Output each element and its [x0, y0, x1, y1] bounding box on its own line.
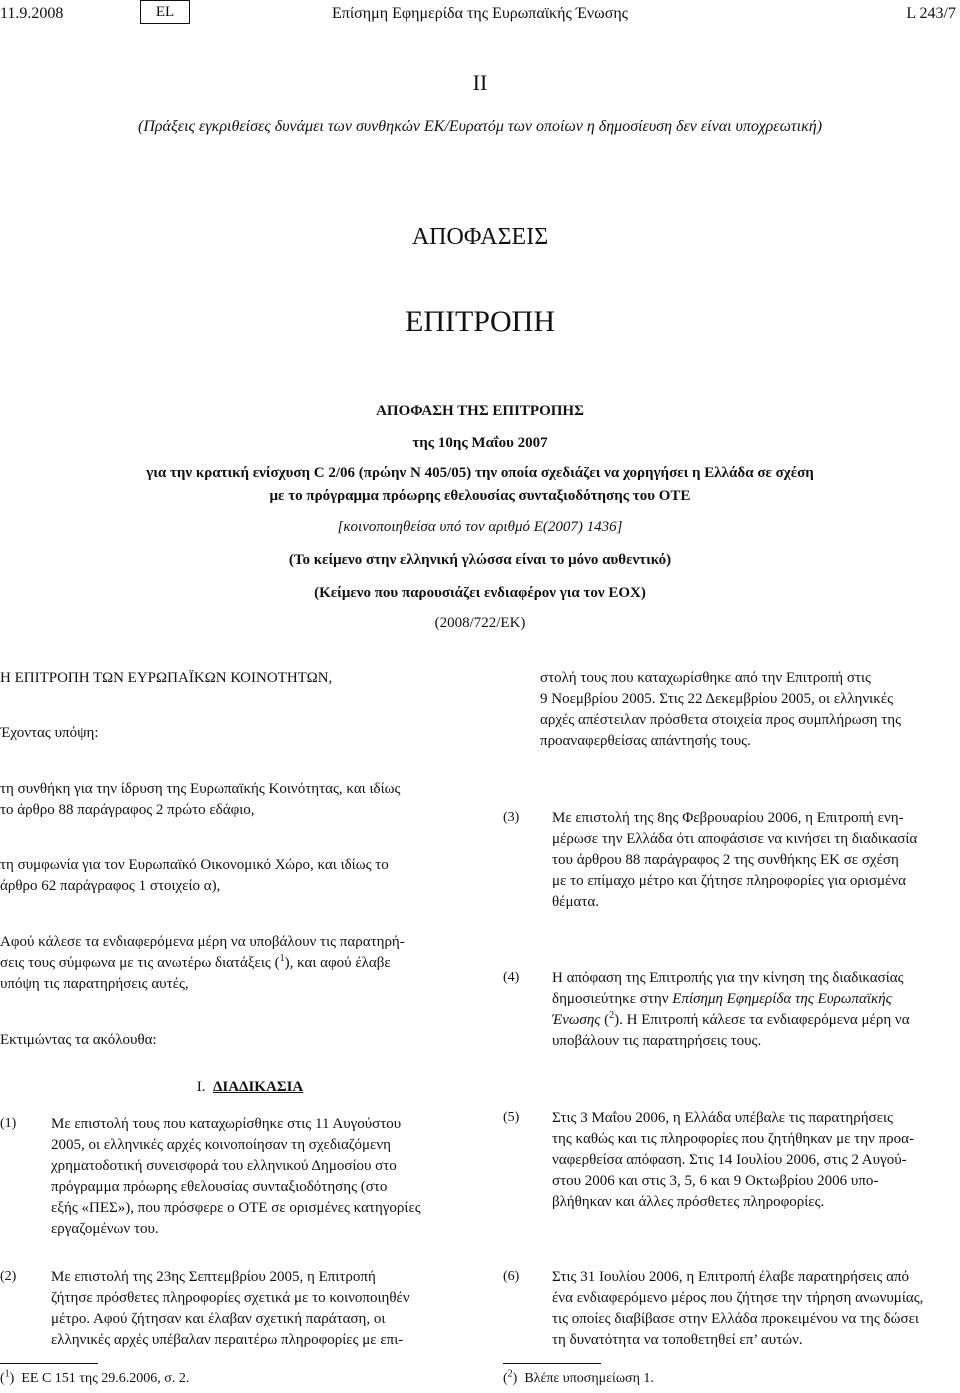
- decision-reference: (2008/722/ΕΚ): [434, 615, 526, 631]
- footnote-ref-1: 1: [279, 953, 285, 964]
- recital-number-6: (6): [503, 1269, 520, 1284]
- citation-treaty-line-2: το άρθρο 88 παράγραφος 2 πρώτο εδάφιο,: [0, 802, 255, 818]
- citation-eea-line-1: τη συμφωνία για τον Ευρωπαϊκό Οικονομικό Χώρο, και ιδίως το: [0, 857, 389, 873]
- whereas-heading: Εκτιμώντας τα ακόλουθα:: [0, 1032, 157, 1048]
- recital-3-line-2: μέρωσε την Ελλάδα ότι αποφάσισε να κινήσει τη διαδικασία: [552, 831, 918, 847]
- institution-title: ΕΠΙΤΡΟΠΗ: [405, 305, 555, 338]
- recital-5-line-5: βλήθηκαν και άλλες πρόσθετες πληροφορίες.: [552, 1194, 825, 1210]
- recital-5-line-4: στου 2006 και στις 3, 5, 6 και 9 Οκτωβρίου 2006 υπο-: [552, 1173, 879, 1189]
- recital-5-line-1: Στις 3 Μαΐου 2006, η Ελλάδα υπέβαλε τις παρατηρήσεις: [552, 1110, 893, 1126]
- recital-2-line-4: ελληνικές αρχές υπέβαλαν περαιτέρω πληροφορίες με επι-: [51, 1332, 404, 1348]
- calling-line-3: υπόψη τις παρατηρήσεις αυτές,: [0, 976, 189, 992]
- part-subtitle: (Πράξεις εγκριθείσες δυνάμει των συνθηκών ΕΚ/Ευρατόμ των οποίων η δημοσίευση δεν είναι υποχρεωτική): [137, 118, 823, 135]
- recital-1-line-5: εξής «ΠΕΣ»), που πρόσφερε ο ΟΤΕ σε ορισμένες κατηγορίες: [51, 1200, 421, 1216]
- decision-subject-line-2: με το πρόγραμμα πρόωρης εθελουσίας συνταξιοδότησης του ΟΤΕ: [269, 488, 691, 504]
- section-title: ΑΠΟΦΑΣΕΙΣ: [411, 224, 549, 250]
- authentic-language-note: (Το κείμενο στην ελληνική γλώσσα είναι το μόνο αυθεντικό): [288, 552, 672, 568]
- recital-1-line-6: εργαζομένων του.: [51, 1221, 159, 1237]
- recital-4-line-3: Ένωσης ($^2$). Η Επιτροπή κάλεσε τα ενδιαφερόμενα μέρη να: [552, 1010, 910, 1028]
- recital-5-line-2: της καθώς και τις πληροφορίες που ζητήθηκαν με την προα-: [552, 1131, 914, 1147]
- commission-heading: Η ΕΠΙΤΡΟΠΗ ΤΩΝ ΕΥΡΩΠΑΪΚΩΝ ΚΟΙΝΟΤΗΤΩΝ,: [0, 670, 333, 686]
- having-regard: Έχοντας υπόψη:: [0, 725, 99, 741]
- issue-date: 11.9.2008: [0, 5, 64, 22]
- recital-number-1: (1): [0, 1116, 17, 1131]
- recital-4-line-2: δημοσιεύτηκε στην Επίσημη Εφημερίδα της Ευρωπαϊκής: [552, 991, 892, 1007]
- recital-6-line-1: Στις 31 Ιουλίου 2006, η Επιτροπή έλαβε παρατηρήσεις από: [552, 1269, 910, 1285]
- calling-line-1: Αφού κάλεσε τα ενδιαφερόμενα μέρη να υποβάλουν τις παρατηρή-: [0, 934, 405, 950]
- notification-number: [κοινοποιηθείσα υπό τον αριθμό Ε(2007) 1436]: [337, 519, 623, 535]
- recital-number-3: (3): [503, 810, 520, 825]
- recital-1-line-3: χρηματοδοτική συνεισφορά του ελληνικού Δημοσίου στο: [51, 1158, 397, 1174]
- procedure-heading: I. ΔΙΑΔΙΚΑΣΙΑ: [196, 1079, 304, 1095]
- recital-3-line-5: θέματα.: [552, 894, 600, 910]
- footnote-2: ($^2$) Βλέπε υποσημείωση 1.: [503, 1368, 654, 1386]
- recital-number-4: (4): [503, 970, 520, 985]
- continuation-line-2: 9 Νοεμβρίου 2005. Στις 22 Δεκεμβρίου 2005, οι ελληνικές: [540, 691, 894, 707]
- recital-3-line-4: με το επίμαχο μέτρο και ζήτησε πληροφορίες για ορισμένα: [552, 873, 906, 889]
- page-reference: L 243/7: [906, 5, 956, 22]
- recital-3-line-1: Με επιστολή της 8ης Φεβρουαρίου 2006, η Επιτροπή ενη-: [552, 810, 904, 826]
- recital-4-line-1: Η απόφαση της Επιτροπής για την κίνηση της διαδικασίας: [552, 970, 904, 986]
- recital-6-line-4: τη δυνατότητα να τοποθετηθεί επ’ αυτών.: [552, 1332, 803, 1348]
- recital-2-line-1: Με επιστολή της 23ης Σεπτεμβρίου 2005, η Επιτροπή: [51, 1269, 376, 1285]
- recital-2-line-3: μέτρο. Αφού ζήτησαν και έλαβαν σχετική παράταση, οι: [51, 1311, 386, 1327]
- recital-2-line-2: ζήτησε πρόσθετες πληροφορίες σχετικά με το κοινοποιηθέν: [51, 1290, 410, 1306]
- decision-date: της 10ης Μαΐου 2007: [412, 435, 548, 451]
- recital-1-line-2: 2005, οι ελληνικές αρχές κοινοποίησαν τη σχεδιαζόμενη: [51, 1137, 391, 1153]
- footnote-1: ($^1$) ΕΕ C 151 της 29.6.2006, σ. 2.: [0, 1368, 190, 1386]
- language-code-box: EL: [140, 0, 190, 24]
- recital-3-line-3: του άρθρου 88 παράγραφος 2 της συνθήκης ΕΚ σε σχέση: [552, 852, 899, 868]
- decision-title: ΑΠΟΦΑΣΗ ΤΗΣ ΕΠΙΤΡΟΠΗΣ: [376, 403, 584, 419]
- part-numeral: II: [472, 70, 488, 95]
- footnote-separator-left: [0, 1363, 98, 1364]
- recital-6-line-3: τις οποίες διαβίβασε στην Ελλάδα προκειμένου να της δώσει: [552, 1311, 919, 1327]
- continuation-line-4: προαναφερθείσας απάντησής τους.: [540, 733, 751, 749]
- eea-relevance-note: (Κείμενο που παρουσιάζει ενδιαφέρον για τον ΕΟΧ): [314, 585, 646, 601]
- recital-4-line-4: υποβάλουν τις παρατηρήσεις τους.: [552, 1033, 762, 1049]
- journal-title: Επίσημη Εφημερίδα της Ευρωπαϊκής Ένωσης: [331, 5, 629, 22]
- decision-subject-line-1: για την κρατική ενίσχυση C 2/06 (πρώην N 405/05) την οποία σχεδιάζει να χορηγήσει η Ελλάδα σε σχέση: [146, 465, 814, 481]
- recital-6-line-2: ένα ενδιαφερόμενο μέρος που ζήτησε την τήρηση ανωνυμίας,: [552, 1290, 924, 1306]
- continuation-line-1: στολή τους που καταχωρίσθηκε από την Επιτροπή στις: [540, 670, 871, 686]
- footnote-separator-right: [503, 1363, 601, 1364]
- recital-5-line-3: ναφερθείσα απόφαση. Στις 14 Ιουλίου 2006, στις 2 Αυγού-: [552, 1152, 907, 1168]
- recital-number-2: (2): [0, 1269, 17, 1284]
- recital-1-line-1: Με επιστολή τους που καταχωρίσθηκε στις 11 Αυγούστου: [51, 1116, 402, 1132]
- calling-line-2: σεις τους σύμφωνα με τις ανωτέρω διατάξεις ($^1$), και αφού έλαβε: [0, 953, 391, 971]
- recital-number-5: (5): [503, 1110, 520, 1125]
- recital-1-line-4: πρόγραμμα πρόωρης εθελουσίας συνταξιοδότησης (στο: [51, 1179, 388, 1195]
- continuation-line-3: αρχές απέστειλαν πρόσθετα στοιχεία προς συμπλήρωση της: [540, 712, 902, 728]
- footnote-ref-2: 2: [609, 1010, 615, 1021]
- citation-eea-line-2: άρθρο 62 παράγραφος 1 στοιχείο α),: [0, 878, 221, 894]
- citation-treaty-line-1: τη συνθήκη για την ίδρυση της Ευρωπαϊκής Κοινότητας, και ιδίως: [0, 781, 401, 797]
